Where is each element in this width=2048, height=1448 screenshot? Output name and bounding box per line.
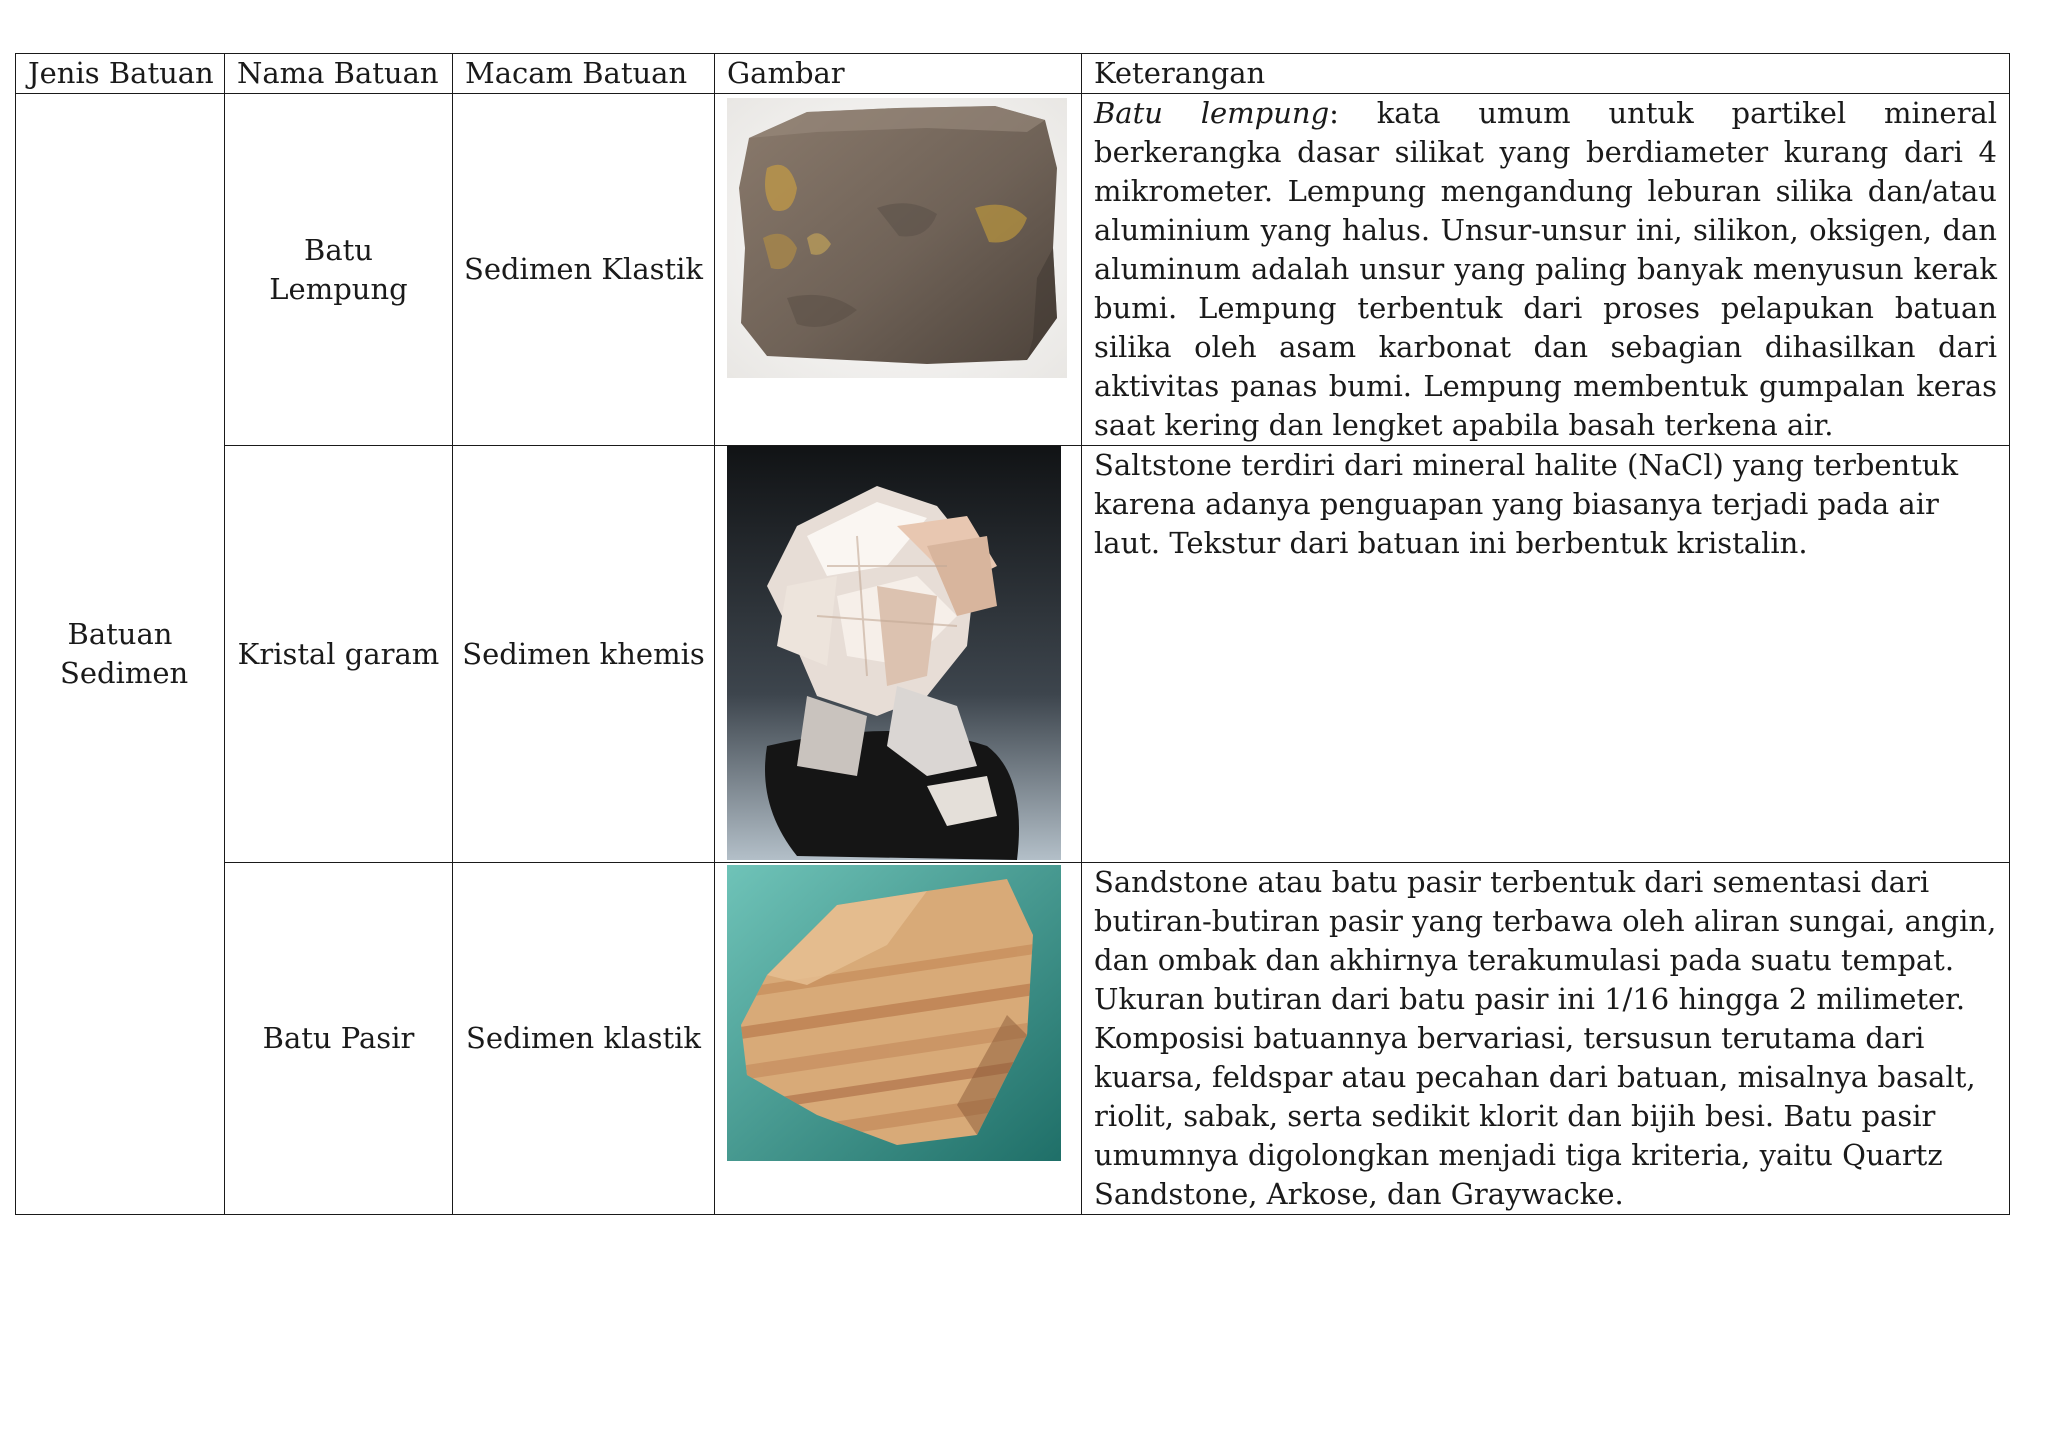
keterangan-cell (1082, 94, 2010, 446)
rock-classification-table (15, 53, 2010, 1215)
macam-batuan-cell: Sedimen khemis (453, 446, 715, 863)
gambar-cell (715, 446, 1082, 863)
keterangan-term: Batu lempung (1094, 96, 1330, 130)
table-header-row (16, 54, 2010, 94)
macam-batuan-cell: Sedimen Klastik (453, 94, 715, 446)
nama-batuan-cell: Batu Pasir (225, 863, 453, 1215)
header-nama-batuan: Nama Batuan (225, 54, 453, 94)
jenis-batuan-cell (16, 94, 225, 1215)
nama-batuan-cell: Batu Lempung (225, 94, 453, 446)
nama-batuan-cell: Kristal garam (225, 446, 453, 863)
table-row (16, 94, 2010, 446)
header-macam-batuan: Macam Batuan (453, 54, 715, 94)
salt-crystal-image (727, 446, 1061, 860)
gambar-cell (715, 863, 1082, 1215)
header-jenis-batuan: Jenis Batuan (16, 54, 225, 94)
table-row (16, 446, 2010, 863)
header-keterangan: Keterangan (1082, 54, 2010, 94)
clay-rock-image (727, 98, 1067, 378)
header-gambar: Gambar (715, 54, 1082, 94)
table-row (16, 863, 2010, 1215)
keterangan-cell: Saltstone terdiri dari mineral halite (NaCl) yang terbentuk karena adanya penguapan yang biasanya terjadi pada air laut. Tekstur dari batuan ini berbentuk kristalin. (1082, 446, 2010, 863)
keterangan-cell: Sandstone atau batu pasir terbentuk dari sementasi dari butiran-butiran pasir yang terbawa oleh aliran sungai, angin, dan ombak dan akhirnya terakumulasi pada suatu tempat. Ukuran butiran dari batu pasir ini 1/16 hingga 2 milimeter. Komposisi batuannya bervariasi, tersusun terutama dari kuarsa, feldspar atau pecahan dari batuan, misalnya basalt, riolit, sabak, serta sedikit klorit dan bijih besi. Batu pasir umumnya digolongkan menjadi tiga kriteria, yaitu Quartz Sandstone, Arkose, dan Graywacke. (1082, 863, 2010, 1215)
macam-batuan-cell: Sedimen klastik (453, 863, 715, 1215)
jenis-batuan-label: Batuan Sedimen (60, 617, 189, 690)
keterangan-text: : kata umum untuk partikel mineral berkerangka dasar silikat yang berdiameter kurang dari 4 mikrometer. Lempung mengandung leburan silika dan/atau aluminium yang halus. Unsur-unsur ini, silikon, oksigen, dan aluminum adalah unsur yang paling banyak menyusun kerak bumi. Lempung terbentuk dari proses pelapukan batuan silika oleh asam karbonat dan sebagian dihasilkan dari aktivitas panas bumi. Lempung membentuk gumpalan keras saat kering dan lengket apabila basah terkena air. (1094, 96, 1997, 442)
sandstone-image (727, 865, 1061, 1161)
gambar-cell (715, 94, 1082, 446)
